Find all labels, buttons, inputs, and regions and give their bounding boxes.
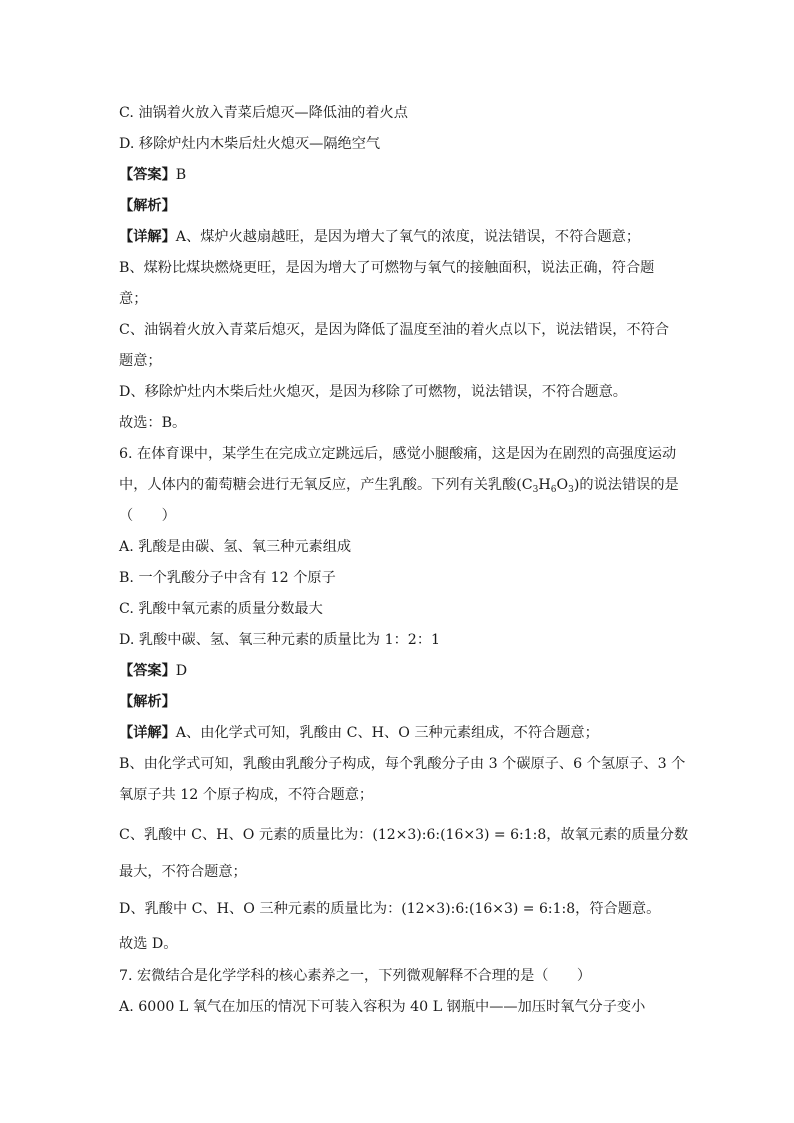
q6-answer xyxy=(119,661,187,681)
detail-text: C、乳酸中 C、H、O 元素的质量比为： xyxy=(119,827,373,843)
stem-text: 中，人体内的葡萄糖会进行无氧反应，产生乳酸。下列有关乳酸(C xyxy=(119,477,533,493)
mass-ratio-formula: (12×3):6:(16×3) = 6:1:8 xyxy=(401,901,576,917)
q7-option-a: A. 6000 L 氧气在加压的情况下可装入容积为 40 L 钢瓶中——加压时氧气分子变小 xyxy=(119,999,646,1015)
q6-detail-b-2: 氧原子共 12 个原子构成，不符合题意； xyxy=(119,787,374,803)
q6-analysis-tag: 【解析】 xyxy=(119,694,176,710)
detail-text: ，符合题意。 xyxy=(575,901,661,917)
q5-detail-d: D、移除炉灶内木柴后灶火熄灭，是因为移除了可燃物，说法错误，不符合题意。 xyxy=(119,384,627,400)
q6-detail-c-1 xyxy=(119,825,688,845)
q6-detail-b-1: B、由化学式可知，乳酸由乳酸分子构成，每个乳酸分子由 3 个碳原子、6 个氢原子、3 个 xyxy=(119,756,686,772)
q5-option-d: D. 移除炉灶内木柴后灶火熄灭—隔绝空气 xyxy=(119,136,381,152)
element-symbol: O xyxy=(556,477,569,493)
q5-option-c: C. 油锅着火放入青菜后熄灭—降低油的着火点 xyxy=(119,105,408,121)
subscript: 3 xyxy=(568,485,574,495)
q6-stem-2 xyxy=(119,475,679,500)
q5-detail-a xyxy=(119,227,640,247)
q5-detail-c-2: 题意； xyxy=(119,353,162,369)
q5-conclusion: 故选：B。 xyxy=(119,415,187,431)
answer-value: D xyxy=(175,663,188,679)
q5-answer xyxy=(119,165,186,185)
q6-detail-a xyxy=(119,723,599,743)
subscript: 3 xyxy=(532,485,539,495)
answer-tag: 【答案】 xyxy=(119,663,176,679)
detail-tag: 【详解】 xyxy=(119,725,176,741)
detail-text: D、乳酸中 C、H、O 三种元素的质量比为： xyxy=(119,901,402,917)
mass-ratio-formula: (12×3):6:(16×3) = 6:1:8 xyxy=(372,827,547,843)
q5-detail-b-1: B、煤粉比煤块燃烧更旺，是因为增大了可燃物与氧气的接触面积，说法正确，符合题 xyxy=(119,260,655,276)
answer-value: B xyxy=(175,167,187,183)
q6-detail-c-2: 最大，不符合题意； xyxy=(119,864,247,880)
detail-text: ，故氧元素的质量分数 xyxy=(546,827,689,843)
q5-analysis-tag: 【解析】 xyxy=(119,198,176,214)
detail-text: A、由化学式可知，乳酸由 C、H、O 三种元素组成，不符合题意； xyxy=(175,725,599,741)
answer-tag: 【答案】 xyxy=(119,167,176,183)
q6-option-b: B. 一个乳酸分子中含有 12 个原子 xyxy=(119,570,336,586)
q7-stem: 7. 宏微结合是化学学科的核心素养之一，下列微观解释不合理的是（ ） xyxy=(119,968,592,984)
q6-stem-1: 6. 在体育课中，某学生在完成立定跳远后，感觉小腿酸痛，这是因为在剧烈的高强度运动 xyxy=(119,446,677,462)
q6-stem-3: （ ） xyxy=(119,508,176,524)
element-symbol: H xyxy=(538,477,551,493)
q5-detail-b-2: 意； xyxy=(119,291,148,307)
detail-text: A、煤炉火越扇越旺，是因为增大了氧气的浓度，说法错误，不符合题意； xyxy=(175,229,641,245)
q6-option-c: C. 乳酸中氧元素的质量分数最大 xyxy=(119,601,323,617)
q6-option-a: A. 乳酸是由碳、氢、氧三种元素组成 xyxy=(119,539,352,555)
subscript: 6 xyxy=(550,485,557,495)
q6-detail-d xyxy=(119,899,660,919)
detail-tag: 【详解】 xyxy=(119,229,176,245)
q6-option-d: D. 乳酸中碳、氢、氧三种元素的质量比为 1：2：1 xyxy=(119,632,441,648)
stem-text: )的说法错误的是 xyxy=(573,477,679,493)
q6-conclusion: 故选 D。 xyxy=(119,936,178,952)
q5-detail-c-1: C、油锅着火放入青菜后熄灭，是因为降低了温度至油的着火点以下，说法错误，不符合 xyxy=(119,322,669,338)
